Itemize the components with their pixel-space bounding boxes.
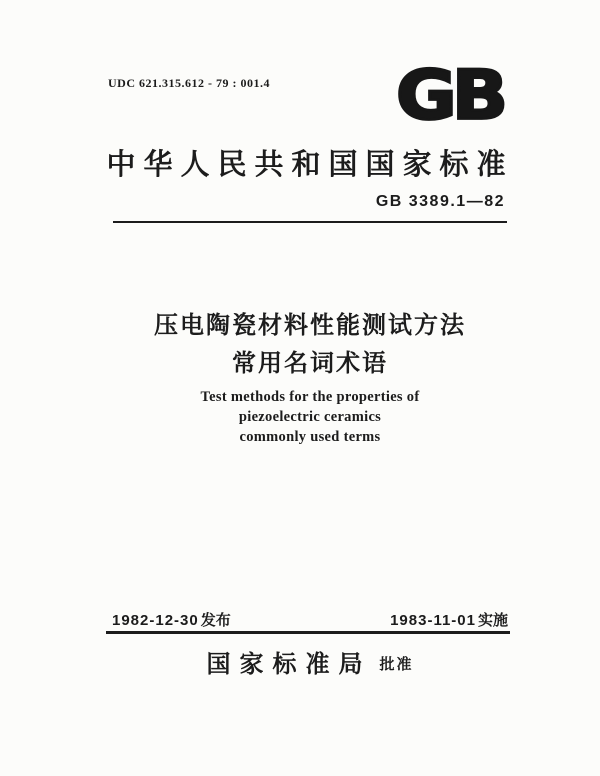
document-title-en-line3: commonly used terms [239, 429, 381, 445]
standard-number: GB 3389.1—82 [375, 193, 505, 210]
document-title-en [20, 387, 600, 447]
national-standard-heading: 中华人民共和国国家标准 [106, 149, 514, 181]
gb-logo: GB [396, 56, 504, 136]
publish-date-value: 1982-12-30 [112, 612, 199, 629]
approve-label: 批准 [379, 656, 414, 673]
implement-date [390, 609, 508, 630]
publish-date [112, 609, 231, 630]
implement-date-value: 1983-11-01 [390, 612, 476, 629]
issuer-name: 国家标准局 [206, 651, 372, 678]
document-title-en-line2: piezoelectric ceramics [238, 409, 382, 425]
document-title-zh-line2: 常用名词术语 [232, 350, 388, 377]
document-title-zh [20, 307, 600, 383]
document-title-zh-line1: 压电陶瓷材料性能测试方法 [154, 312, 466, 339]
publish-date-label: 发布 [200, 612, 231, 629]
implement-date-label: 实施 [477, 612, 508, 629]
issuing-authority-row [20, 644, 600, 679]
header-divider [113, 221, 507, 223]
footer-divider [106, 631, 510, 634]
document-title-en-line1: Test methods for the properties of [200, 389, 420, 405]
udc-number: UDC 621.315.612 - 79 : 001.4 [108, 76, 270, 90]
